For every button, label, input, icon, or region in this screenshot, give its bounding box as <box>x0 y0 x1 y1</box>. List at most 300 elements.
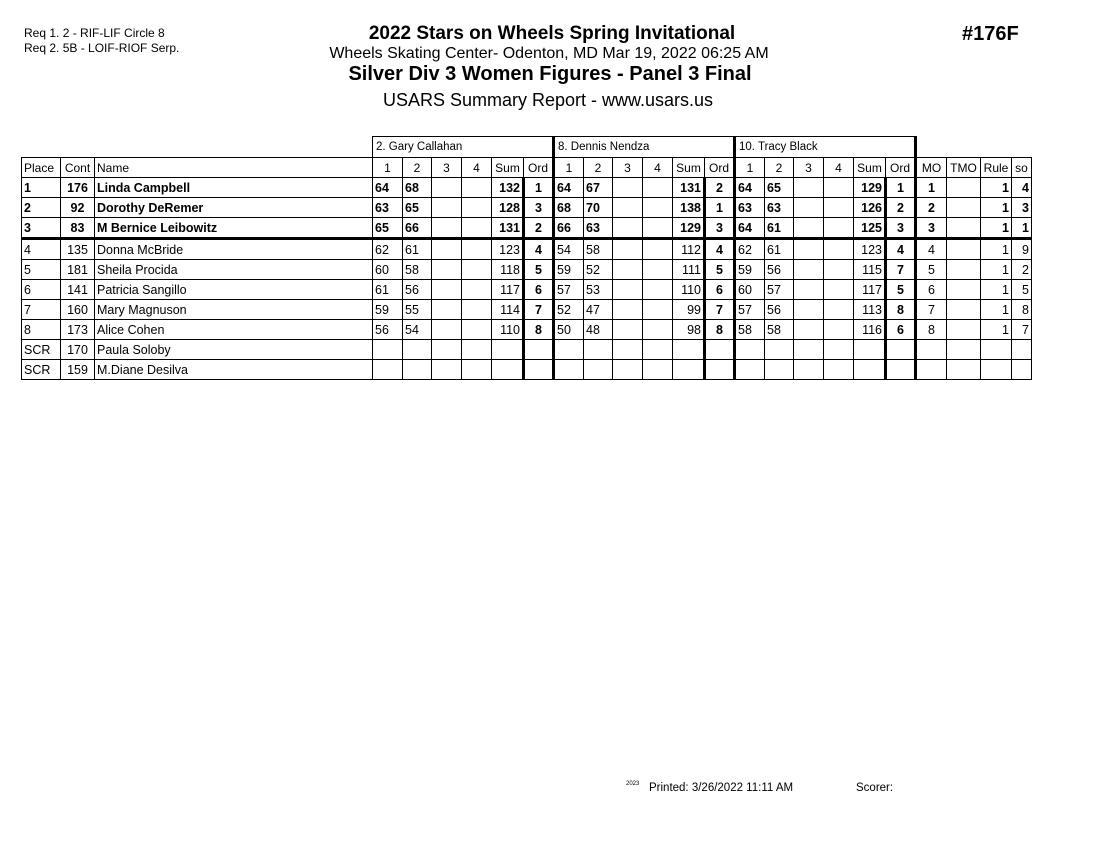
rule-cell: 1 <box>981 260 1012 280</box>
col-j2-sum: Sum <box>673 158 705 178</box>
place-cell: 1 <box>22 178 61 198</box>
majority-ordinal: 4 <box>916 239 947 260</box>
total-majority-ordinal <box>947 178 981 198</box>
judge-2-score-2: 47 <box>584 300 613 320</box>
judge-1-ordinal: 5 <box>524 260 554 280</box>
judge-3-score-4 <box>824 178 854 198</box>
judge-3-score-2: 65 <box>765 178 794 198</box>
judge-3-score-2 <box>765 360 794 380</box>
judge-1-score-4 <box>462 300 492 320</box>
judge-3-score-4 <box>824 300 854 320</box>
judge-1-score-4 <box>462 360 492 380</box>
judge-1-score-2: 54 <box>403 320 432 340</box>
contestant-number: 176 <box>61 178 95 198</box>
judge-2-sum <box>673 360 705 380</box>
skate-order: 5 <box>1012 280 1032 300</box>
judge-3-score-4 <box>824 280 854 300</box>
table-row <box>22 239 1032 260</box>
judge-2-score-3 <box>613 239 643 260</box>
judge-1-ordinal: 3 <box>524 198 554 218</box>
rule-cell: 1 <box>981 300 1012 320</box>
skater-name: Mary Magnuson <box>95 300 373 320</box>
judge-2-sum: 98 <box>673 320 705 340</box>
total-majority-ordinal <box>947 320 981 340</box>
majority-ordinal: 5 <box>916 260 947 280</box>
majority-ordinal <box>916 360 947 380</box>
judge-1-score-3 <box>432 340 462 360</box>
judge-2-score-1: 54 <box>554 239 584 260</box>
judge-2-ordinal: 5 <box>705 260 735 280</box>
majority-ordinal: 2 <box>916 198 947 218</box>
col-j3-ord: Ord <box>886 158 916 178</box>
judge-2-score-1: 52 <box>554 300 584 320</box>
judge-3-score-2: 61 <box>765 239 794 260</box>
col-j2-s3: 3 <box>613 158 643 178</box>
judge-2-score-1: 68 <box>554 198 584 218</box>
col-mo: MO <box>916 158 947 178</box>
skater-name: Alice Cohen <box>95 320 373 340</box>
col-j3-sum: Sum <box>854 158 886 178</box>
judge-2-score-2 <box>584 360 613 380</box>
judge-1-score-2 <box>403 340 432 360</box>
col-j3-s4: 4 <box>824 158 854 178</box>
col-tmo: TMO <box>947 158 981 178</box>
scorer-label: Scorer: <box>856 782 894 794</box>
judge-2-ordinal: 4 <box>705 239 735 260</box>
judge-2-sum: 112 <box>673 239 705 260</box>
col-j2-s4: 4 <box>643 158 673 178</box>
judge-3-score-3 <box>794 218 824 239</box>
judge-3-sum: 126 <box>854 198 886 218</box>
rule-cell <box>981 340 1012 360</box>
judge-3-ordinal: 7 <box>886 260 916 280</box>
skater-name: M Bernice Leibowitz <box>95 218 373 239</box>
judge-2-score-3 <box>613 320 643 340</box>
judge-3-ordinal: 3 <box>886 218 916 239</box>
table-row <box>22 320 1032 340</box>
skate-order: 7 <box>1012 320 1032 340</box>
judge-1-score-3 <box>432 218 462 239</box>
judge-3-score-2: 56 <box>765 260 794 280</box>
judge-1-score-4 <box>462 218 492 239</box>
judge-2-score-3 <box>613 198 643 218</box>
total-majority-ordinal <box>947 198 981 218</box>
judge-2-sum: 99 <box>673 300 705 320</box>
judge-2-score-4 <box>643 280 673 300</box>
judge-3-score-1: 58 <box>735 320 765 340</box>
judge-1-score-3 <box>432 239 462 260</box>
skater-name: Sheila Procida <box>95 260 373 280</box>
judge-3-ordinal: 8 <box>886 300 916 320</box>
judge-3-score-3 <box>794 239 824 260</box>
skater-name: Linda Campbell <box>95 178 373 198</box>
judge-2-score-1: 64 <box>554 178 584 198</box>
judge-3-score-2: 56 <box>765 300 794 320</box>
total-majority-ordinal <box>947 218 981 239</box>
judge-2-sum: 138 <box>673 198 705 218</box>
col-j1-s2: 2 <box>403 158 432 178</box>
judge-2-sum <box>673 340 705 360</box>
judge-1-sum: 131 <box>492 218 524 239</box>
judge-3-score-1: 57 <box>735 300 765 320</box>
judge-3-ordinal <box>886 340 916 360</box>
column-header-row <box>22 158 1032 178</box>
event-number: #176F <box>962 23 1019 45</box>
judge-2-score-4 <box>643 340 673 360</box>
place-cell: 3 <box>22 218 61 239</box>
judge-3-ordinal: 1 <box>886 178 916 198</box>
judge-1-score-3 <box>432 260 462 280</box>
judge-3-sum <box>854 360 886 380</box>
majority-ordinal: 1 <box>916 178 947 198</box>
judge-1-ordinal: 7 <box>524 300 554 320</box>
judge-1-sum <box>492 360 524 380</box>
place-cell: 7 <box>22 300 61 320</box>
judge-2-ordinal <box>705 360 735 380</box>
judge-3-score-1 <box>735 360 765 380</box>
judge-3-ordinal: 4 <box>886 239 916 260</box>
judge-2-sum: 111 <box>673 260 705 280</box>
judge-3-score-3 <box>794 300 824 320</box>
contestant-number: 135 <box>61 239 95 260</box>
judge-1-ordinal: 8 <box>524 320 554 340</box>
judge-3-score-3 <box>794 198 824 218</box>
judge-3-score-4 <box>824 260 854 280</box>
skate-order: 8 <box>1012 300 1032 320</box>
judge-3-score-4 <box>824 198 854 218</box>
judge-2-score-3 <box>613 280 643 300</box>
rule-cell: 1 <box>981 280 1012 300</box>
col-j1-s3: 3 <box>432 158 462 178</box>
judge-1-sum: 132 <box>492 178 524 198</box>
skate-order <box>1012 340 1032 360</box>
col-j1-s4: 4 <box>462 158 492 178</box>
judge-2-score-4 <box>643 198 673 218</box>
judge-2-score-4 <box>643 320 673 340</box>
contestant-number: 173 <box>61 320 95 340</box>
judge-2-score-3 <box>613 300 643 320</box>
judge-2-ordinal: 2 <box>705 178 735 198</box>
col-j2-s2: 2 <box>584 158 613 178</box>
event-title: Silver Div 3 Women Figures - Panel 3 Final <box>348 63 752 85</box>
judge-1-score-4 <box>462 320 492 340</box>
judge-1-score-3 <box>432 320 462 340</box>
judge-2-score-4 <box>643 218 673 239</box>
printed-date: Printed: 3/26/2022 11:11 AM <box>649 782 794 794</box>
rule-cell: 1 <box>981 239 1012 260</box>
judge-1-score-3 <box>432 198 462 218</box>
judge-1-score-4 <box>462 340 492 360</box>
judge-3-ordinal: 5 <box>886 280 916 300</box>
table-row <box>22 178 1032 198</box>
rule-cell: 1 <box>981 320 1012 340</box>
judge-3-score-3 <box>794 360 824 380</box>
judge-3-sum <box>854 340 886 360</box>
contestant-number: 170 <box>61 340 95 360</box>
col-cont: Cont <box>61 158 95 178</box>
judge-1-score-4 <box>462 198 492 218</box>
judge-2-score-2: 70 <box>584 198 613 218</box>
total-majority-ordinal <box>947 340 981 360</box>
judge-3-score-4 <box>824 239 854 260</box>
judge-3-score-3 <box>794 320 824 340</box>
judge-2-score-2: 58 <box>584 239 613 260</box>
judge-3-sum: 123 <box>854 239 886 260</box>
table-row <box>22 360 1032 380</box>
skater-name: Dorothy DeRemer <box>95 198 373 218</box>
judge-2-ordinal: 6 <box>705 280 735 300</box>
judge-3-sum: 117 <box>854 280 886 300</box>
judge-3-score-3 <box>794 340 824 360</box>
judge-1-score-4 <box>462 280 492 300</box>
judge-1-score-2: 55 <box>403 300 432 320</box>
table-row <box>22 280 1032 300</box>
contestant-number: 181 <box>61 260 95 280</box>
judge-3-score-2: 57 <box>765 280 794 300</box>
judge-1-score-1: 56 <box>373 320 403 340</box>
skater-name: Patricia Sangillo <box>95 280 373 300</box>
judge-2-score-1 <box>554 360 584 380</box>
judge-3-ordinal: 2 <box>886 198 916 218</box>
judge-2-score-3 <box>613 260 643 280</box>
majority-ordinal: 6 <box>916 280 947 300</box>
total-majority-ordinal <box>947 260 981 280</box>
requirement-1: Req 1. 2 - RIF-LIF Circle 8 <box>24 26 165 40</box>
judge-2-sum: 110 <box>673 280 705 300</box>
table-row <box>22 340 1032 360</box>
judge-1-sum <box>492 340 524 360</box>
judge-2-ordinal: 3 <box>705 218 735 239</box>
judge-2-sum: 129 <box>673 218 705 239</box>
place-cell: 8 <box>22 320 61 340</box>
col-j1-s1: 1 <box>373 158 403 178</box>
judge-3-score-4 <box>824 320 854 340</box>
judge-3-sum: 129 <box>854 178 886 198</box>
judge-1-score-1: 65 <box>373 218 403 239</box>
judge-3-score-1: 63 <box>735 198 765 218</box>
majority-ordinal: 8 <box>916 320 947 340</box>
judge-2-score-3 <box>613 360 643 380</box>
skater-name: Donna McBride <box>95 239 373 260</box>
judge-2-score-4 <box>643 239 673 260</box>
judge-3-score-1 <box>735 340 765 360</box>
judge-2-sum: 131 <box>673 178 705 198</box>
judge-1-score-2: 68 <box>403 178 432 198</box>
judge-1-ordinal: 4 <box>524 239 554 260</box>
contestant-number: 83 <box>61 218 95 239</box>
judge-3-sum: 113 <box>854 300 886 320</box>
judge-3-ordinal <box>886 360 916 380</box>
judge-3-sum: 115 <box>854 260 886 280</box>
judge-1-ordinal <box>524 340 554 360</box>
judge-1-ordinal: 1 <box>524 178 554 198</box>
contestant-number: 141 <box>61 280 95 300</box>
judge-3-score-1: 59 <box>735 260 765 280</box>
judge-1-score-1: 62 <box>373 239 403 260</box>
judge-2-score-1: 66 <box>554 218 584 239</box>
judge-1-ordinal: 2 <box>524 218 554 239</box>
skate-order: 4 <box>1012 178 1032 198</box>
place-cell: 5 <box>22 260 61 280</box>
place-cell: 2 <box>22 198 61 218</box>
judge-2-ordinal: 1 <box>705 198 735 218</box>
table-row <box>22 300 1032 320</box>
judge-3-name: 10. Tracy Black <box>735 137 916 158</box>
judge-1-ordinal: 6 <box>524 280 554 300</box>
col-j1-sum: Sum <box>492 158 524 178</box>
rule-cell: 1 <box>981 178 1012 198</box>
judge-1-score-1: 60 <box>373 260 403 280</box>
judge-2-score-2: 63 <box>584 218 613 239</box>
judge-1-sum: 128 <box>492 198 524 218</box>
skater-name: Paula Soloby <box>95 340 373 360</box>
venue-date: Wheels Skating Center- Odenton, MD Mar 19, 2022 06:25 AM <box>329 45 769 62</box>
requirement-2: Req 2. 5B - LOIF-RIOF Serp. <box>24 41 180 55</box>
judge-3-score-1: 60 <box>735 280 765 300</box>
skate-order: 9 <box>1012 239 1032 260</box>
judge-3-score-1: 62 <box>735 239 765 260</box>
contestant-number: 92 <box>61 198 95 218</box>
judge-3-score-3 <box>794 280 824 300</box>
judge-3-score-4 <box>824 340 854 360</box>
skate-order: 3 <box>1012 198 1032 218</box>
col-rule: Rule <box>981 158 1012 178</box>
majority-ordinal: 7 <box>916 300 947 320</box>
judge-1-score-3 <box>432 300 462 320</box>
judge-1-score-4 <box>462 239 492 260</box>
judge-1-score-4 <box>462 260 492 280</box>
judge-1-score-1: 59 <box>373 300 403 320</box>
judge-1-score-3 <box>432 360 462 380</box>
judge-1-score-1: 64 <box>373 178 403 198</box>
results-table <box>21 136 1032 380</box>
judge-3-score-2: 58 <box>765 320 794 340</box>
table-row <box>22 260 1032 280</box>
total-majority-ordinal <box>947 360 981 380</box>
judge-3-ordinal: 6 <box>886 320 916 340</box>
judge-2-score-4 <box>643 300 673 320</box>
total-majority-ordinal <box>947 300 981 320</box>
skate-order <box>1012 360 1032 380</box>
judge-2-score-2: 67 <box>584 178 613 198</box>
judge-2-score-2 <box>584 340 613 360</box>
table-row <box>22 218 1032 239</box>
judge-1-score-1: 63 <box>373 198 403 218</box>
contestant-number: 160 <box>61 300 95 320</box>
table-row <box>22 198 1032 218</box>
judge-2-score-1 <box>554 340 584 360</box>
judge-2-ordinal <box>705 340 735 360</box>
col-j3-s1: 1 <box>735 158 765 178</box>
col-place: Place <box>22 158 61 178</box>
judge-3-sum: 116 <box>854 320 886 340</box>
judge-1-score-2: 61 <box>403 239 432 260</box>
judge-3-score-2: 61 <box>765 218 794 239</box>
col-j2-ord: Ord <box>705 158 735 178</box>
judge-1-sum: 123 <box>492 239 524 260</box>
judge-1-score-1 <box>373 360 403 380</box>
majority-ordinal <box>916 340 947 360</box>
judge-header-row <box>22 137 1032 158</box>
judge-1-ordinal <box>524 360 554 380</box>
judge-2-score-1: 57 <box>554 280 584 300</box>
judge-2-ordinal: 8 <box>705 320 735 340</box>
report-title: USARS Summary Report - www.usars.us <box>382 90 714 110</box>
judge-1-score-3 <box>432 280 462 300</box>
rule-cell: 1 <box>981 198 1012 218</box>
judge-1-score-2: 58 <box>403 260 432 280</box>
judge-2-score-4 <box>643 178 673 198</box>
judge-1-score-4 <box>462 178 492 198</box>
skater-name: M.Diane Desilva <box>95 360 373 380</box>
judge-1-score-1: 61 <box>373 280 403 300</box>
judge-2-score-2: 53 <box>584 280 613 300</box>
contestant-number: 159 <box>61 360 95 380</box>
judge-1-sum: 110 <box>492 320 524 340</box>
judge-3-score-1: 64 <box>735 218 765 239</box>
judge-2-score-3 <box>613 340 643 360</box>
judge-2-score-3 <box>613 218 643 239</box>
judge-1-name: 2. Gary Callahan <box>373 137 554 158</box>
total-majority-ordinal <box>947 239 981 260</box>
judge-2-score-1: 59 <box>554 260 584 280</box>
place-cell: 4 <box>22 239 61 260</box>
col-name: Name <box>95 158 373 178</box>
skate-order: 1 <box>1012 218 1032 239</box>
judge-3-score-1: 64 <box>735 178 765 198</box>
judge-1-score-2: 66 <box>403 218 432 239</box>
judge-3-score-3 <box>794 178 824 198</box>
majority-ordinal: 3 <box>916 218 947 239</box>
judge-3-score-2 <box>765 340 794 360</box>
judge-3-score-4 <box>824 360 854 380</box>
place-cell: SCR <box>22 360 61 380</box>
judge-1-sum: 118 <box>492 260 524 280</box>
rule-cell: 1 <box>981 218 1012 239</box>
judge-3-sum: 125 <box>854 218 886 239</box>
judge-3-score-4 <box>824 218 854 239</box>
judge-2-name: 8. Dennis Nendza <box>554 137 735 158</box>
col-j3-s3: 3 <box>794 158 824 178</box>
col-j2-s1: 1 <box>554 158 584 178</box>
judge-2-score-4 <box>643 360 673 380</box>
col-so: so <box>1012 158 1032 178</box>
judge-2-score-2: 48 <box>584 320 613 340</box>
judge-1-score-2 <box>403 360 432 380</box>
judge-1-score-2: 56 <box>403 280 432 300</box>
judge-2-score-2: 52 <box>584 260 613 280</box>
judge-3-score-2: 63 <box>765 198 794 218</box>
place-cell: 6 <box>22 280 61 300</box>
judge-2-score-1: 50 <box>554 320 584 340</box>
rule-cell <box>981 360 1012 380</box>
skate-order: 2 <box>1012 260 1032 280</box>
judge-3-score-3 <box>794 260 824 280</box>
col-j1-ord: Ord <box>524 158 554 178</box>
place-cell: SCR <box>22 340 61 360</box>
judge-1-sum: 117 <box>492 280 524 300</box>
judge-1-score-1 <box>373 340 403 360</box>
total-majority-ordinal <box>947 280 981 300</box>
col-j3-s2: 2 <box>765 158 794 178</box>
judge-1-score-2: 65 <box>403 198 432 218</box>
judge-1-score-3 <box>432 178 462 198</box>
judge-2-ordinal: 7 <box>705 300 735 320</box>
footer-code: 2023 <box>626 781 640 787</box>
judge-2-score-4 <box>643 260 673 280</box>
judge-2-score-3 <box>613 178 643 198</box>
judge-1-sum: 114 <box>492 300 524 320</box>
